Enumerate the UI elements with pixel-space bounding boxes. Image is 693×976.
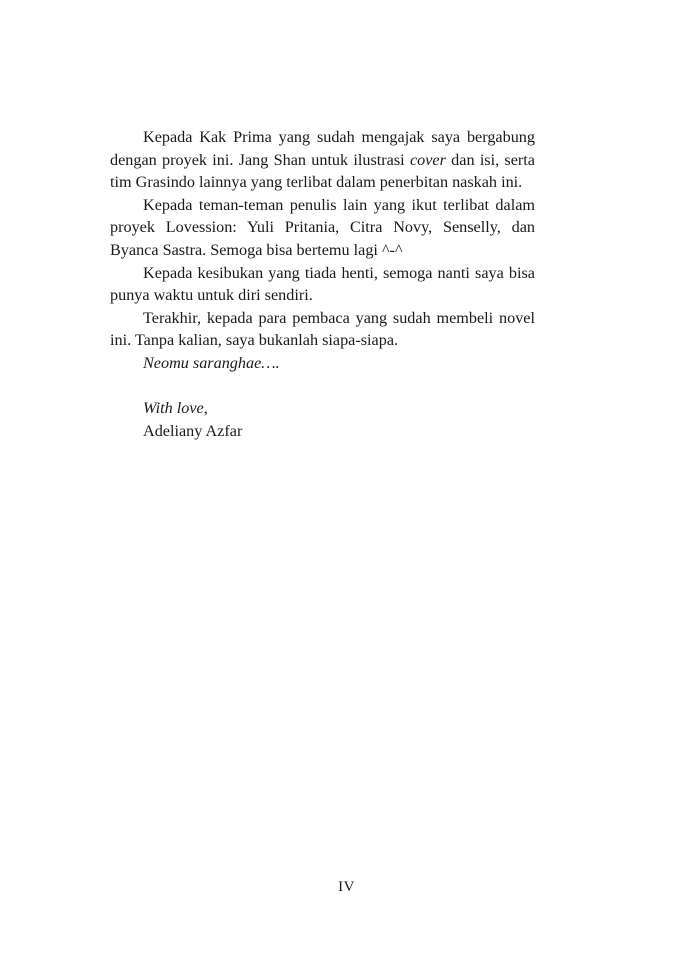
closing-line: Neomu saranghae….	[143, 353, 280, 372]
blank-line	[110, 375, 535, 398]
paragraph-text: Kepada Kak Prima yang sudah mengajak saya bergabung dengan proyek ini. Jang Shan untuk ilustrasi	[110, 128, 535, 169]
paragraph-busyness: Kepada kesibukan yang tiada henti, semoga nanti saya bisa punya waktu untuk diri sendiri.	[110, 263, 535, 305]
salutation	[110, 397, 535, 420]
author-name: Adeliany Azfar	[143, 421, 243, 440]
page-number: IV	[338, 879, 355, 895]
paragraph-thanks-team	[110, 126, 535, 194]
salutation-comma: ,	[203, 399, 208, 418]
paragraph-thanks-readers: Terakhir, kepada para pembaca yang sudah membeli novel ini. Tanpa kalian, saya bukanlah siapa-siapa.	[110, 308, 535, 350]
salutation-text: With love	[143, 399, 204, 418]
italic-term: cover	[409, 150, 446, 169]
paragraph-thanks-writers: Kepada teman-teman penulis lain yang ikut terlibat dalam proyek Lovession: Yuli Pritania, Citra Novy, Senselly, dan Byanca Sastra. Semoga bisa bertemu lagi ^-^	[110, 195, 535, 259]
paragraph-text: dan isi, serta tim Grasindo lainnya yang terlibat dalam penerbitan naskah ini.	[110, 150, 535, 192]
acknowledgements-text	[110, 126, 535, 442]
